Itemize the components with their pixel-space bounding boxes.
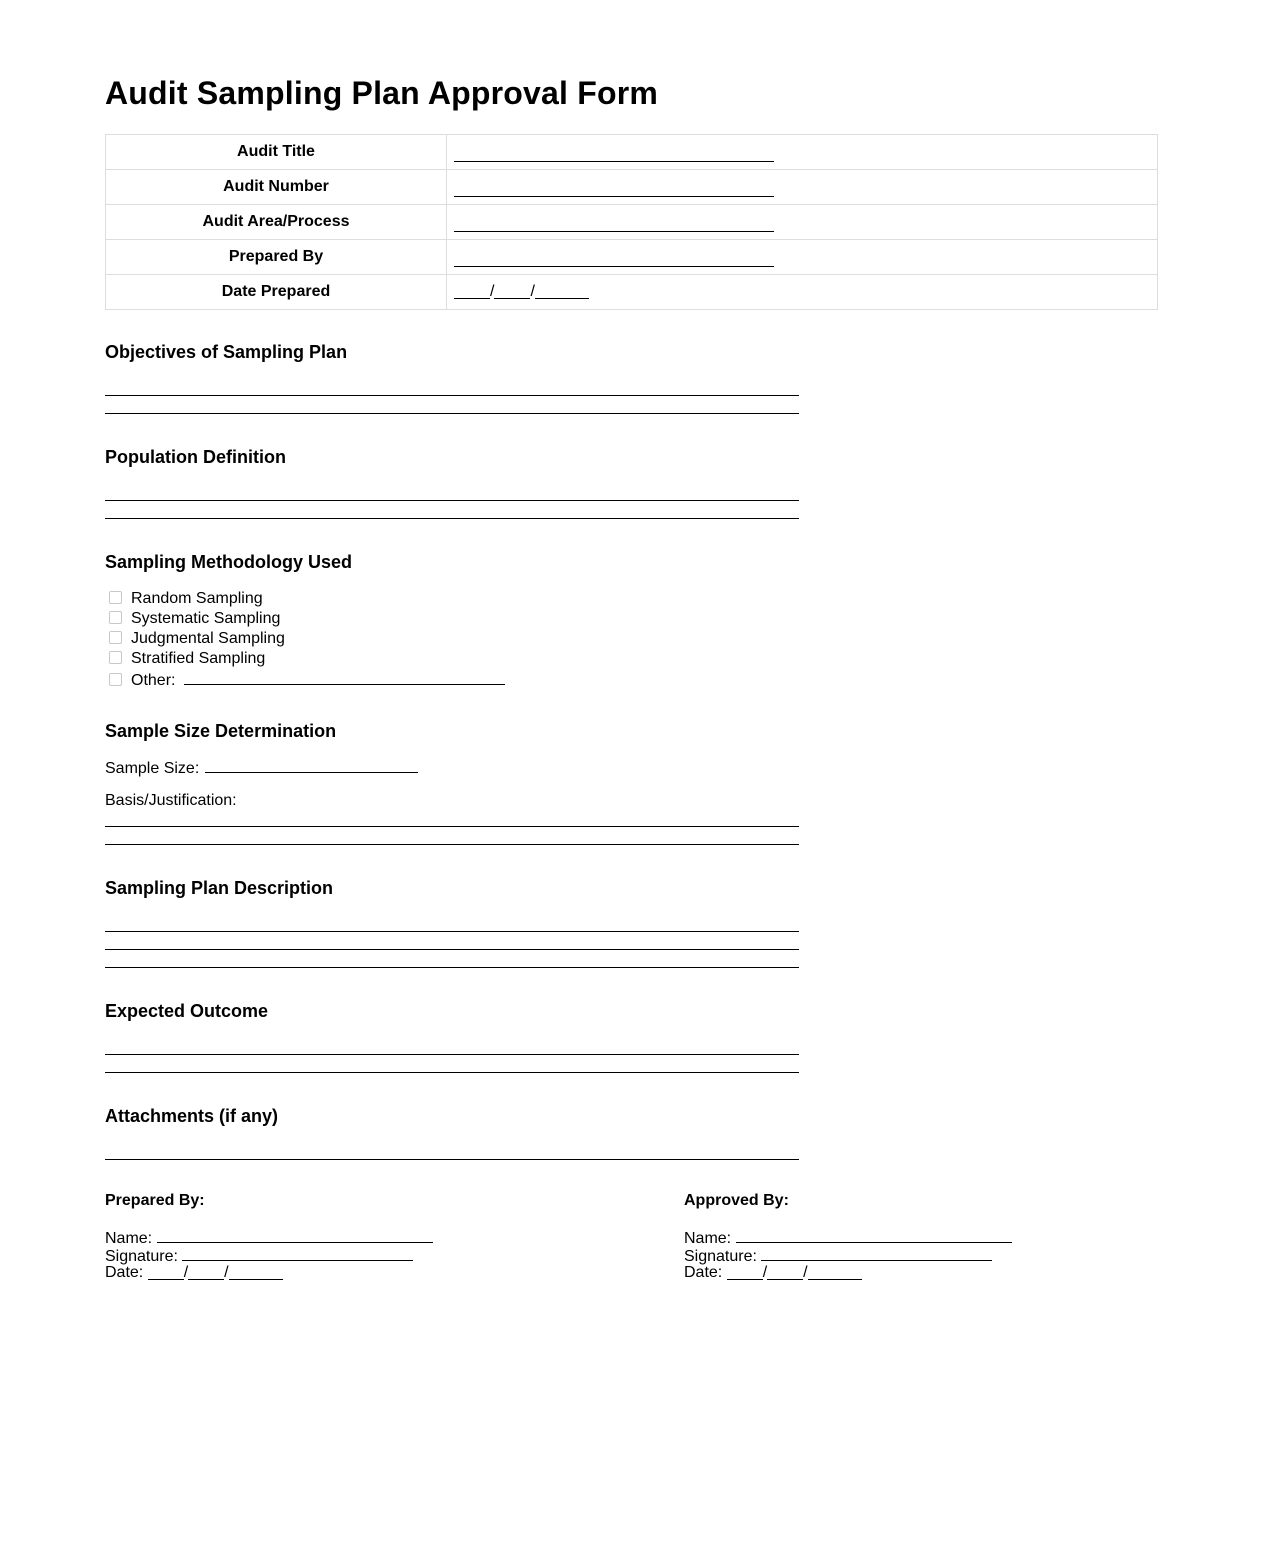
table-row [106,275,1158,310]
audit-number-blank[interactable] [454,186,774,197]
method-option-judgmental[interactable] [109,630,285,650]
attachments-line-1[interactable] [105,1159,799,1160]
date-prepared-label: Date Prepared [106,275,447,310]
random-label: Random Sampling [131,590,263,607]
approved-date-blank[interactable]: / / [727,1264,862,1281]
audit-area-field[interactable] [447,205,1158,240]
approved-name-blank[interactable] [736,1228,1012,1243]
sample-size-blank[interactable] [205,758,418,773]
stratified-checkbox[interactable] [109,651,122,664]
outcome-heading: Expected Outcome [105,1001,269,1021]
audit-info-table [105,134,1158,310]
objectives-heading: Objectives of Sampling Plan [105,342,348,362]
prepared-name-blank[interactable] [157,1228,433,1243]
objectives-line-1[interactable] [105,395,799,396]
approved-signature-block [684,1192,1012,1282]
audit-area-blank[interactable] [454,221,774,232]
random-checkbox[interactable] [109,591,122,604]
prepared-name-label: Name: [105,1230,153,1247]
prepared-name-row [105,1228,433,1246]
page-title: Audit Sampling Plan Approval Form [105,75,659,111]
prepared-signature-block [105,1192,433,1282]
prepared-by-blank[interactable] [454,256,774,267]
method-option-random[interactable] [109,590,263,610]
approved-name-label: Name: [684,1230,732,1247]
methodology-heading: Sampling Methodology Used [105,552,353,572]
basis-line-1[interactable] [105,826,799,827]
description-line-1[interactable] [105,931,799,932]
method-option-stratified[interactable] [109,650,265,670]
audit-area-label: Audit Area/Process [106,205,447,240]
table-row [106,170,1158,205]
approved-name-row [684,1228,1012,1246]
judgmental-label: Judgmental Sampling [131,630,285,647]
date-prepared-blank[interactable]: / / [454,283,589,300]
prepared-date-row [105,1264,433,1282]
outcome-line-1[interactable] [105,1054,799,1055]
description-heading: Sampling Plan Description [105,878,334,898]
method-option-other[interactable] [109,670,505,690]
description-line-3[interactable] [105,967,799,968]
table-row [106,240,1158,275]
audit-number-field[interactable] [447,170,1158,205]
prepared-signature-blank[interactable] [182,1246,413,1261]
approved-signature-label: Signature: [684,1248,757,1265]
systematic-label: Systematic Sampling [131,610,281,627]
approved-signature-row [684,1246,1012,1264]
audit-title-field[interactable] [447,135,1158,170]
other-checkbox[interactable] [109,673,122,686]
approved-date-label: Date: [684,1264,723,1281]
attachments-heading: Attachments (if any) [105,1106,279,1126]
approved-title: Approved By: [684,1192,789,1209]
audit-title-label: Audit Title [106,135,447,170]
judgmental-checkbox[interactable] [109,631,122,644]
prepared-date-blank[interactable]: / / [148,1264,283,1281]
prepared-by-field[interactable] [447,240,1158,275]
audit-number-label: Audit Number [106,170,447,205]
table-row [106,205,1158,240]
other-blank[interactable] [184,670,505,685]
sample-size-row [105,758,418,778]
approved-signature-blank[interactable] [761,1246,992,1261]
prepared-title: Prepared By: [105,1192,205,1209]
approved-date-row [684,1264,1012,1282]
basis-line-2[interactable] [105,844,799,845]
systematic-checkbox[interactable] [109,611,122,624]
basis-label: Basis/Justification: [105,792,237,809]
table-row [106,135,1158,170]
outcome-line-2[interactable] [105,1072,799,1073]
sample-size-label: Sample Size: [105,760,200,777]
prepared-signature-row [105,1246,433,1264]
prepared-by-label: Prepared By [106,240,447,275]
objectives-line-2[interactable] [105,413,799,414]
method-option-systematic[interactable] [109,610,280,630]
population-heading: Population Definition [105,447,286,467]
audit-title-blank[interactable] [454,151,774,162]
other-label: Other: [131,672,176,689]
stratified-label: Stratified Sampling [131,650,266,667]
population-line-2[interactable] [105,518,799,519]
population-line-1[interactable] [105,500,799,501]
date-prepared-field[interactable] [447,275,1158,310]
prepared-signature-label: Signature: [105,1248,178,1265]
description-line-2[interactable] [105,949,799,950]
sample-size-heading: Sample Size Determination [105,721,337,741]
prepared-date-label: Date: [105,1264,144,1281]
